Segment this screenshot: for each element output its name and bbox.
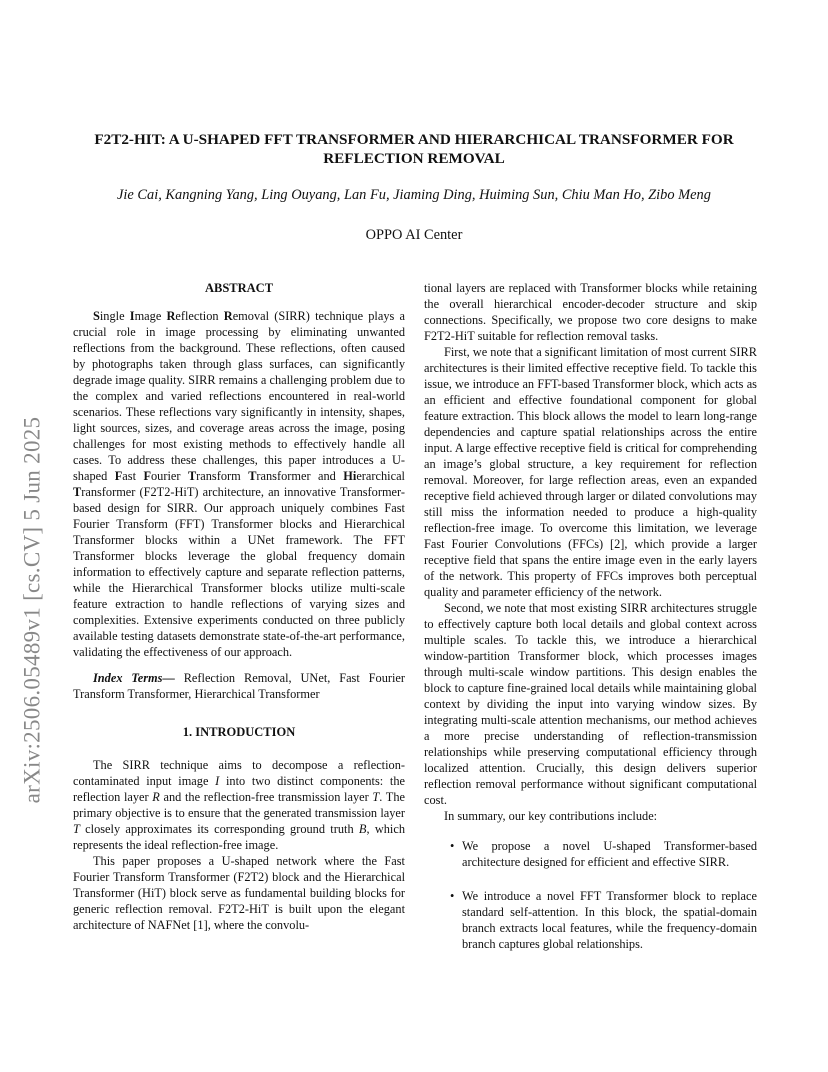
index-terms bbox=[73, 670, 405, 702]
paper-authors: Jie Cai, Kangning Yang, Ling Ouyang, Lan Fu, Jiaming Ding, Huiming Sun, Chiu Man Ho, Zibo Meng bbox=[117, 187, 711, 203]
intro-paragraph-1: The SIRR technique aims to decompose a reflection-contaminated input image I into two distinct components: the reflection layer R and the reflection-free transmission layer T. The primary objective is to ensure that the generated transmission layer T closely approximates its corresponding ground truth B, which represents the ideal reflection-free image. bbox=[73, 758, 406, 852]
index-terms-label: Index Terms— bbox=[93, 671, 175, 685]
left-column bbox=[73, 280, 405, 933]
bullet-icon: • bbox=[450, 839, 455, 853]
right-column bbox=[424, 280, 757, 970]
index-terms-text: Reflection Removal, UNet, Fast Fourier Transform Transformer, Hierarchical Transformer bbox=[73, 671, 406, 701]
contribution-item: • We propose a novel U-shaped Transformer-based architecture designed for efficient and effective SIRR. bbox=[450, 839, 757, 869]
abstract-text: Single Image Reflection Removal (SIRR) technique plays a crucial role in image processing by eliminating unwanted reflections from the background. These reflections, often caused by photographs taken through glass surfaces, can significantly degrade image quality. SIRR remains a challenging problem due to the complex and varied reflections encountered in real-world scenarios. These reflections vary significantly in intensity, shapes, light sources, sizes, and coverage areas across the image, posing challenges for most existing methods to effectively handle all cases. To address these challenges, this paper introduces a U-shaped Fast Fourier Transform Transformer and Hierarchical Transformer (F2T2-HiT) architecture, an innovative Transformer-based design for SIRR. Our approach uniquely combines Fast Fourier Transform (FFT) Transformer blocks and Hierarchical Transformer blocks within a UNet framework. The FFT Transformer blocks leverage the global frequency domain information to effectively capture and separate reflection patterns, while the Hierarchical Transformer blocks utilize multi-scale feature extraction to handle reflections of varying sizes and complexities. Extensive experiments conducted on three publicly available testing datasets demonstrate state-of-the-art performance, validating the effectiveness of our approach. bbox=[73, 309, 405, 659]
contributions-list bbox=[424, 838, 757, 952]
abstract-heading: ABSTRACT bbox=[204, 281, 274, 295]
paper-title: F2T2-HIT: A U-SHAPED FFT TRANSFORMER AND HIERARCHICAL TRANSFORMER FOR REFLECTION REMOVAL bbox=[94, 131, 734, 167]
intro-paragraph-2-continued: tional layers are replaced with Transformer blocks while retaining the overall hierarchical encoder-decoder structure and skip connections. Specifically, we propose two core designs to make F2T2-HiT suitable for reflection removal tasks. bbox=[424, 281, 757, 343]
bullet-icon: • bbox=[450, 889, 455, 903]
arxiv-identifier-stamp bbox=[12, 330, 52, 890]
intro-paragraph-2: This paper proposes a U-shaped network where the Fast Fourier Transform Transformer (F2T2) block and the Hierarchical Transformer (HiT) block serve as fundamental building blocks for generic reflection removal. F2T2-HiT is built upon the elegant architecture of NAFNet [1], where the convolu- bbox=[73, 854, 405, 932]
intro-paragraph-4: Second, we note that most existing SIRR architectures struggle to effectively capture both local details and global context across multiple scales. To tackle this, we introduce a hierarchical window-partition Transformer block, which processes images through multi-scale window partitions. This design enables the block to capture fine-grained local details while maintaining global context by dividing the input into varying window sizes. By integrating multi-scale attention mechanisms, our method achieves a more precise understanding of reflection-transmission relationships while preserving computational efficiency through localized attention. Crucially, this design delivers superior reflection removal performance without significant computational cost. bbox=[424, 601, 757, 807]
paper-affiliation: OPPO AI Center bbox=[365, 227, 463, 243]
introduction-heading: 1. INTRODUCTION bbox=[182, 725, 296, 739]
intro-paragraph-3: First, we note that a significant limitation of most current SIRR architectures is their limited effective receptive field. To tackle this issue, we introduce an FFT-based Transformer block, which acts as an efficient and effective foundational component for global feature extraction. This block allows the model to learn long-range dependencies and capture spatial relationships across the entire input. A large effective receptive field is critical for comprehending an image’s global structure, a key requirement for reflection removal. Moreover, for large reflection areas, even an expanded receptive field achieved through larger or dilated convolutions may still miss the information needed to produce a high-quality reflection-free image. To overcome this limitation, we leverage Fast Fourier Convolutions (FFCs) [2], which provide a larger receptive field that spans the entire image even in the early layers of the network. This property of FFCs improves both perceptual quality and parameter efficiency of the network. bbox=[424, 345, 758, 599]
intro-paragraph-5: In summary, our key contributions include: bbox=[444, 809, 658, 823]
arxiv-identifier-text: arXiv:2506.05489v1 [cs.CV] 5 Jun 2025 bbox=[19, 416, 44, 804]
contribution-item: • We introduce a novel FFT Transformer block to replace standard self-attention. In this block, the spatial-domain branch extracts local features, while the frequency-domain branch captures global relationships. bbox=[450, 889, 757, 951]
